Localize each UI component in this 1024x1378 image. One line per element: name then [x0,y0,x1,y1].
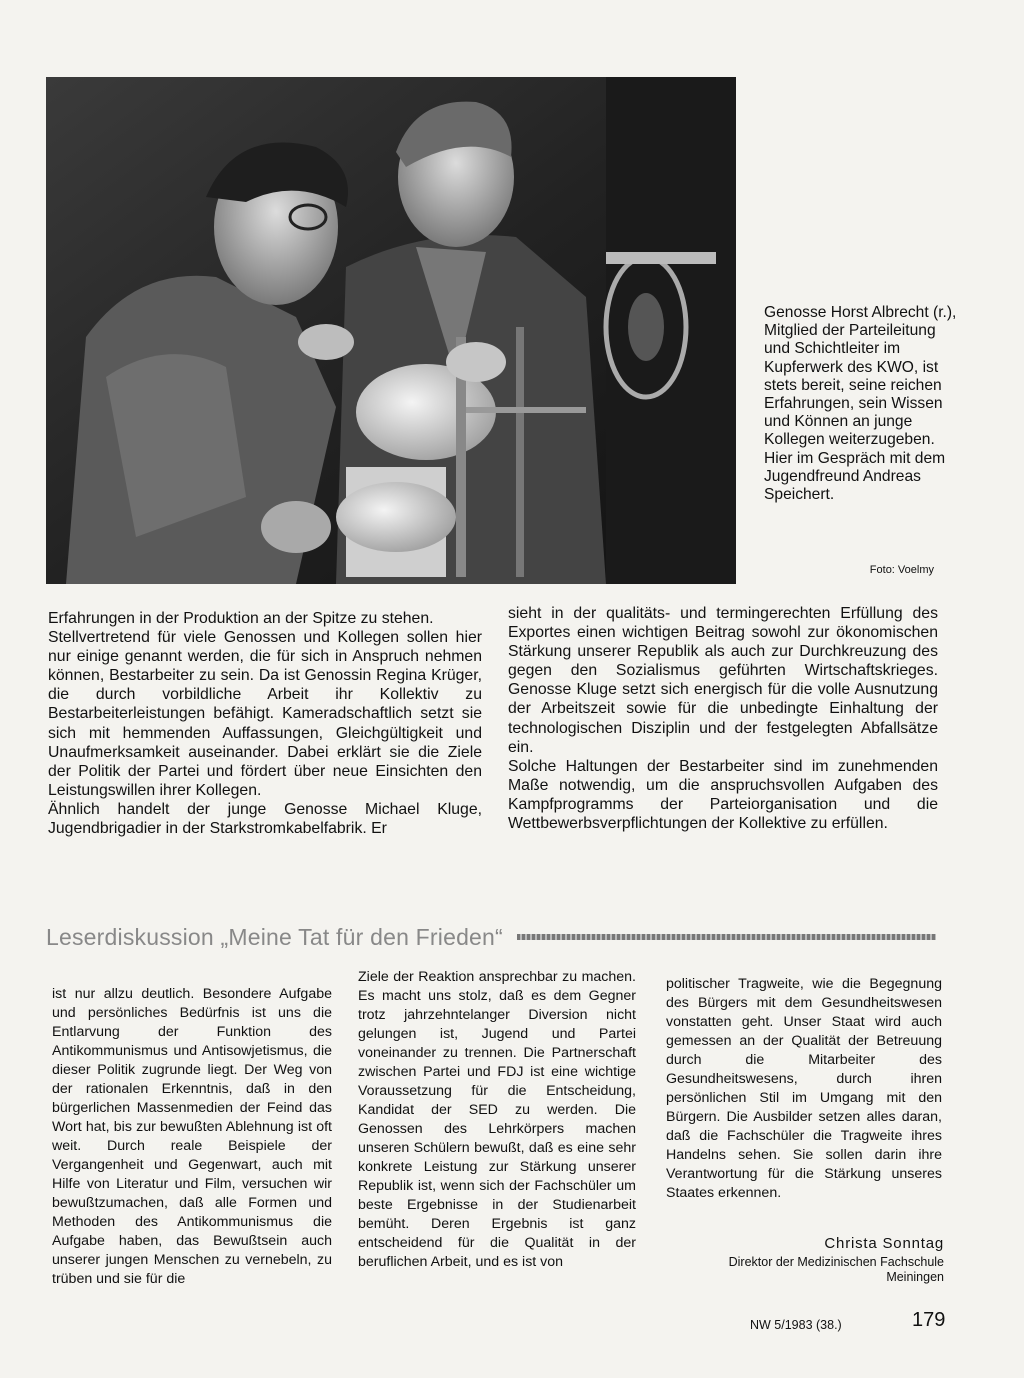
signature-role-line: Meiningen [886,1270,944,1284]
upper-article-left-column [48,609,482,838]
upper-article-right-column [508,604,938,833]
page-number: 179 [912,1309,946,1331]
lower-article-column-1 [52,985,332,1289]
signature-role-line: Direktor der Medizinischen Fachschule [728,1255,944,1269]
lower-article-column-2 [358,968,636,1272]
paragraph: ist nur allzu deutlich. Besondere Aufgabe und persönliches Bedürfnis ist uns die Entlarvung der Funktion des Antikommunismus und Antisowjetismus, die dieser Politik zugrunde liegt. Der Weg von der rationalen Erkenntnis, daß in den bürgerlichen Massenmedien der Feind das Wort hat, bis zur bewußten Ablehnung ist oft weit. Durch reale Beispiele der Vergangenheit und Gegenwart, auch mit Hilfe von Literatur und Film, versuchen wir bewußtzumachen, daß alle Formen und Methoden des Antikommunismus die Aufgabe haben, das Bewußtsein auch unserer jungen Menschen zu vernebeln, zu trüben und sie für die [52,986,332,1287]
issue-label: NW 5/1983 (38.) [750,1318,842,1332]
paragraph: sieht in der qualitäts- und termingerechten Erfüllung des Exportes einen wichtigen Beitrag sowohl zur ökonomischen Stärkung unserer Republik als auch zur Durchkreuzung des gegen den Sozialismus geführten Wirtschaftskrieges. Genosse Kluge setzt sich energisch für die volle Ausnutzung der Arbeitszeit sowie für die unbedingte Einhaltung der technologischen Disziplin und der festgelegten Abfallsätze ein. [508,605,938,756]
photo-caption: Genosse Horst Albrecht (r.), Mitglied der Parteileitung und Schichtleiter im Kupferwerk des KWO, ist stets bereit, seine reichen Erfahrungen, sein Wissen und Können an junge Kollegen weiterzugeben. Hier im Gespräch mit dem Jugendfreund Andreas Speichert. [764,304,957,504]
photo-credit: Foto: Voelmy [869,564,934,576]
paragraph: Ziele der Reaktion ansprechbar zu machen. Es macht uns stolz, daß es dem Gegner trotz jahrzehntelanger Diversion nicht gelungen ist, Jugend und Partei voneinander zu trennen. Die Partnerschaft zwischen Partei und FDJ ist eine wichtige Voraussetzung für die Entscheidung, Kandidat der SED zu werden. Die Genossen des Lehrkörpers machen unseren Schülern bewußt, daß es eine sehr konkrete Leistung zur Stärkung unserer Republik ist, wenn sich der Fachschüler um beste Ergebnisse in der Studienarbeit bemüht. Deren Ergebnis ist ganz entscheidend für die Qualität in der beruflichen Arbeit, und es ist von [358,969,636,1270]
paragraph: Ähnlich handelt der junge Genosse Michael Kluge, Jugendbrigadier in der Starkstromkabelfabrik. Er [48,800,482,838]
paragraph: Erfahrungen in der Produktion an der Spitze zu stehen. [48,610,434,627]
section-heading-row [46,920,936,954]
signature-name: Christa Sonntag [824,1235,944,1252]
section-heading: Leserdiskussion „Meine Tat für den Frieden“ [46,923,503,950]
paragraph: politischer Tragweite, wie die Begegnung des Bürgers mit dem Gesundheitswesen vonstatten geht. Unser Staat wird auch gemessen an der Qualität der Betreuung durch die Mitarbeiter des Gesundheitswesens, durch ihren persönlichen Stil im Umgang mit den Bürgern. Die Ausbilder setzen alles daran, daß die Fachschüler die Tragweite ihres Handelns sehen. Sie sollen darin ihre Verantwortung für die Stärkung unseres Staates erkennen. [666,976,942,1201]
photo-illustration [46,77,736,584]
heading-rule [517,934,936,940]
paragraph: Stellvertretend für viele Genossen und Kollegen sollen hier nur einige genannt werden, die für sich in Anspruch nehmen können, Bestarbeiter zu sein. Da ist Genossin Regina Krüger, die durch vorbildliche Arbeit ihr Kollektiv zu Bestarbeiterleistungen befähigt. Kameradschaftlich setzt sie sich mit hemmenden Auffassungen, Gleichgültigkeit und Unaufmerksamkeit auseinander. Dabei erklärt sie die Ziele der Politik der Partei und fördert über neue Einsichten den Leistungswillen ihrer Kollegen. [48,629,482,799]
paragraph: Solche Haltungen der Bestarbeiter sind im zunehmenden Maße notwendig, um die anspruchsvollen Aufgaben des Kampfprogramms der Parteiorganisation und die Wettbewerbsverpflichtungen der Kollektive zu erfüllen. [508,757,938,833]
signature-role [690,1255,944,1285]
photo-workers-at-machine [46,77,736,584]
lower-article-column-3 [666,975,942,1203]
